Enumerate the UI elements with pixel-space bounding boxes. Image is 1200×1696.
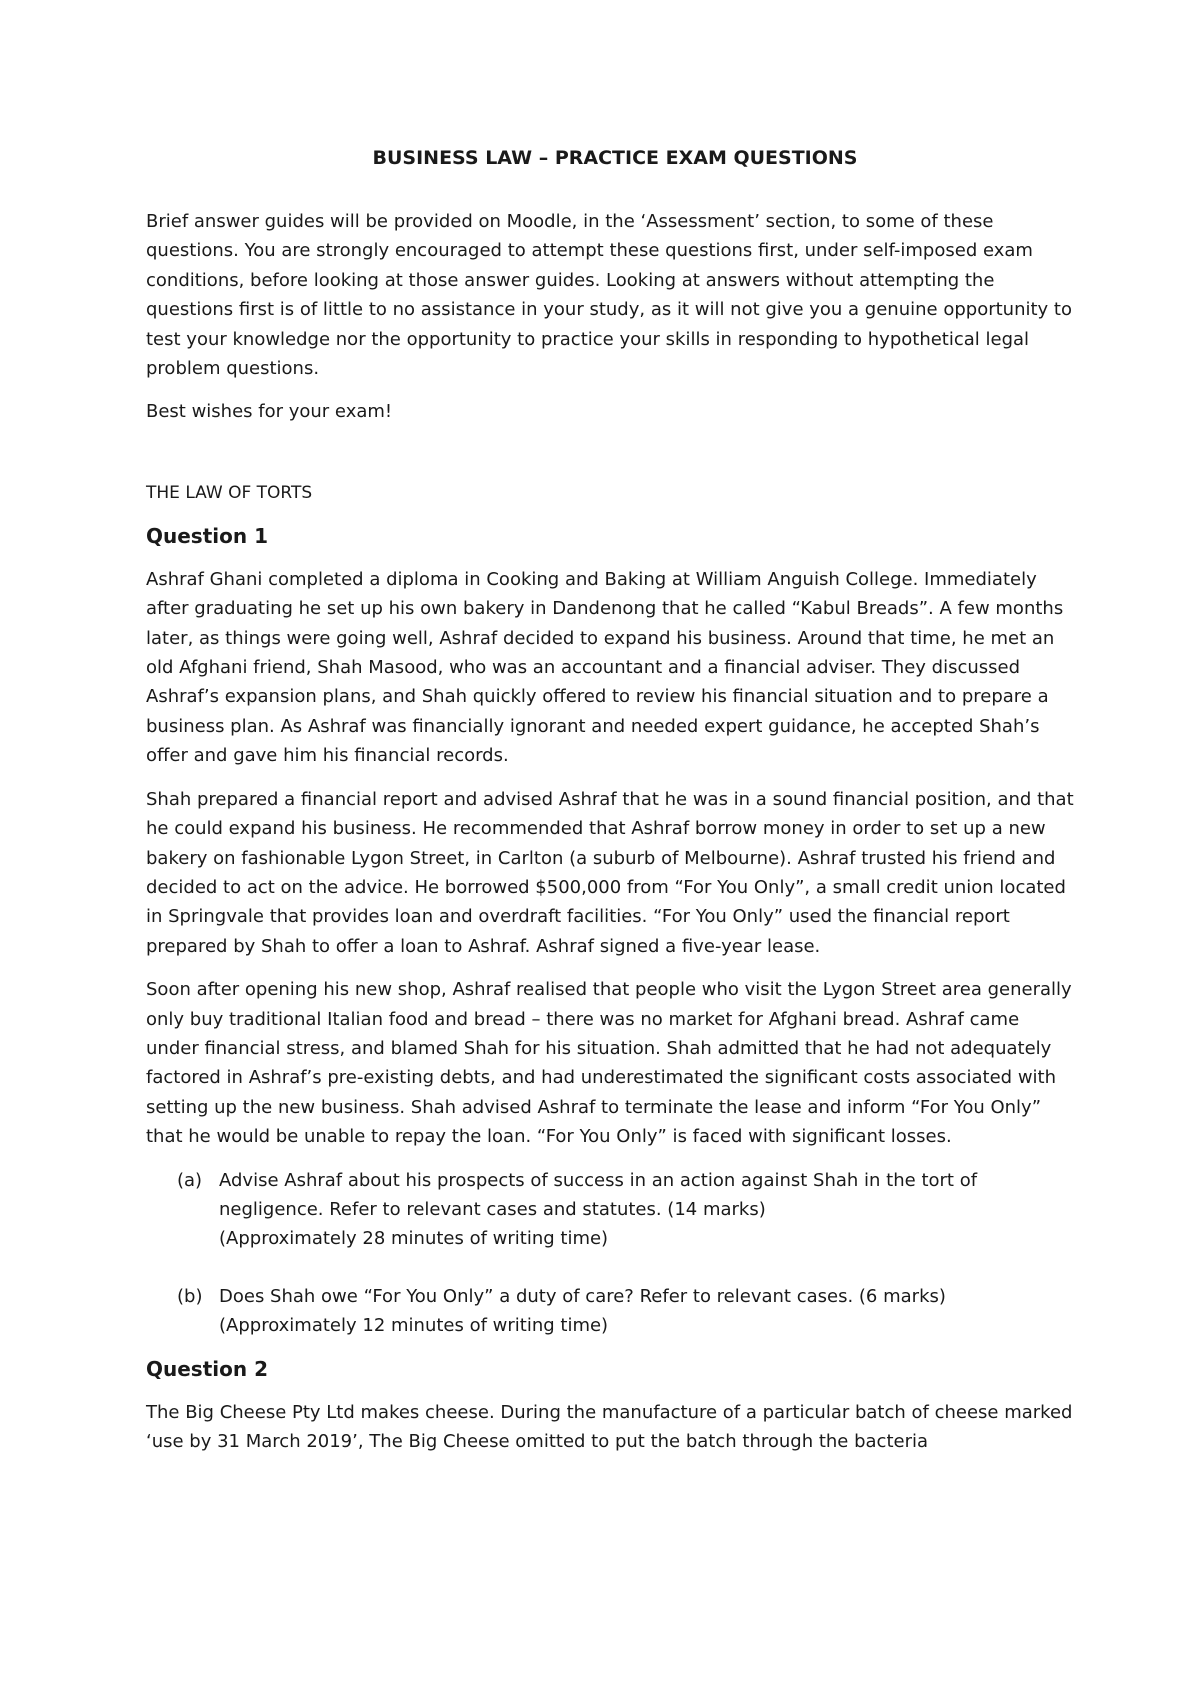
best-wishes-text: Best wishes for your exam!: [146, 401, 393, 423]
question-1-heading: Question 1: [146, 523, 268, 548]
question-2-paragraph: The Big Cheese Pty Ltd makes cheese. During the manufacture of a particular batch of cheese marked ‘use by 31 March 2019’, The Big Cheese omitted to put the batch through the bacteria: [146, 1401, 1073, 1452]
part-b-time: (Approximately 12 minutes of writing time): [219, 1315, 609, 1337]
part-a-text: Advise Ashraf about his prospects of success in an action against Shah in the tort of negligence. Refer to relevant cases and statutes. (14 marks): [219, 1169, 978, 1220]
question-1-paragraph-1: Ashraf Ghani completed a diploma in Cooking and Baking at William Anguish College. Immediately after graduating he set up his own bakery in Dandenong that he called “Kabul Breads”. A few months later, as things were going well, Ashraf decided to expand his business. Around that time, he met an old Afghani friend, Shah Masood, who was an accountant and a financial adviser. They discussed Ashraf’s expansion plans, and Shah quickly offered to review his financial situation and to prepare a business plan. As Ashraf was financially ignorant and needed expert guidance, he accepted Shah’s offer and gave him his financial records.: [146, 568, 1064, 767]
part-b-body: [219, 1282, 1074, 1341]
question-1-paragraph-3: Soon after opening his new shop, Ashraf realised that people who visit the Lygon Street area generally only buy traditional Italian food and bread – there was no market for Afghani bread. Ashraf came under financial stress, and blamed Shah for his situation. Shah admitted that he had not adequately factored in Ashraf’s pre-existing debts, and had underestimated the significant costs associated with setting up the new business. Shah advised Ashraf to terminate the lease and inform “For You Only” that he would be unable to repay the loan. “For You Only” is faced with significant losses.: [146, 979, 1072, 1148]
part-a-body: [219, 1166, 1074, 1254]
part-a-label: (a): [177, 1169, 203, 1191]
part-b-label: (b): [177, 1285, 203, 1307]
intro-paragraph: Brief answer guides will be provided on Moodle, in the ‘Assessment’ section, to some of these questions. You are strongly encouraged to attempt these questions first, under self-imposed exam conditions, before looking at those answer guides. Looking at answers without attempting the questions first is of little to no assistance in your study, as it will not give you a genuine opportunity to test your knowledge nor the opportunity to practice your skills in responding to hypothetical legal problem questions.: [146, 211, 1072, 380]
section-heading: THE LAW OF TORTS: [146, 482, 313, 503]
part-a-time: (Approximately 28 minutes of writing time): [219, 1228, 609, 1250]
question-2-heading: Question 2: [146, 1356, 268, 1381]
question-1-part-a: [146, 1166, 1074, 1254]
question-1-part-b: [146, 1282, 1074, 1341]
document-title: BUSINESS LAW – PRACTICE EXAM QUESTIONS: [372, 147, 858, 169]
part-b-text: Does Shah owe “For You Only” a duty of care? Refer to relevant cases. (6 marks): [219, 1285, 946, 1307]
question-1-paragraph-2: Shah prepared a financial report and advised Ashraf that he was in a sound financial position, and that he could expand his business. He recommended that Ashraf borrow money in order to set up a new bakery on fashionable Lygon Street, in Carlton (a suburb of Melbourne). Ashraf trusted his friend and decided to act on the advice. He borrowed $500,000 from “For You Only”, a small credit union located in Springvale that provides loan and overdraft facilities. “For You Only” used the financial report prepared by Shah to offer a loan to Ashraf. Ashraf signed a five-year lease.: [146, 788, 1074, 957]
